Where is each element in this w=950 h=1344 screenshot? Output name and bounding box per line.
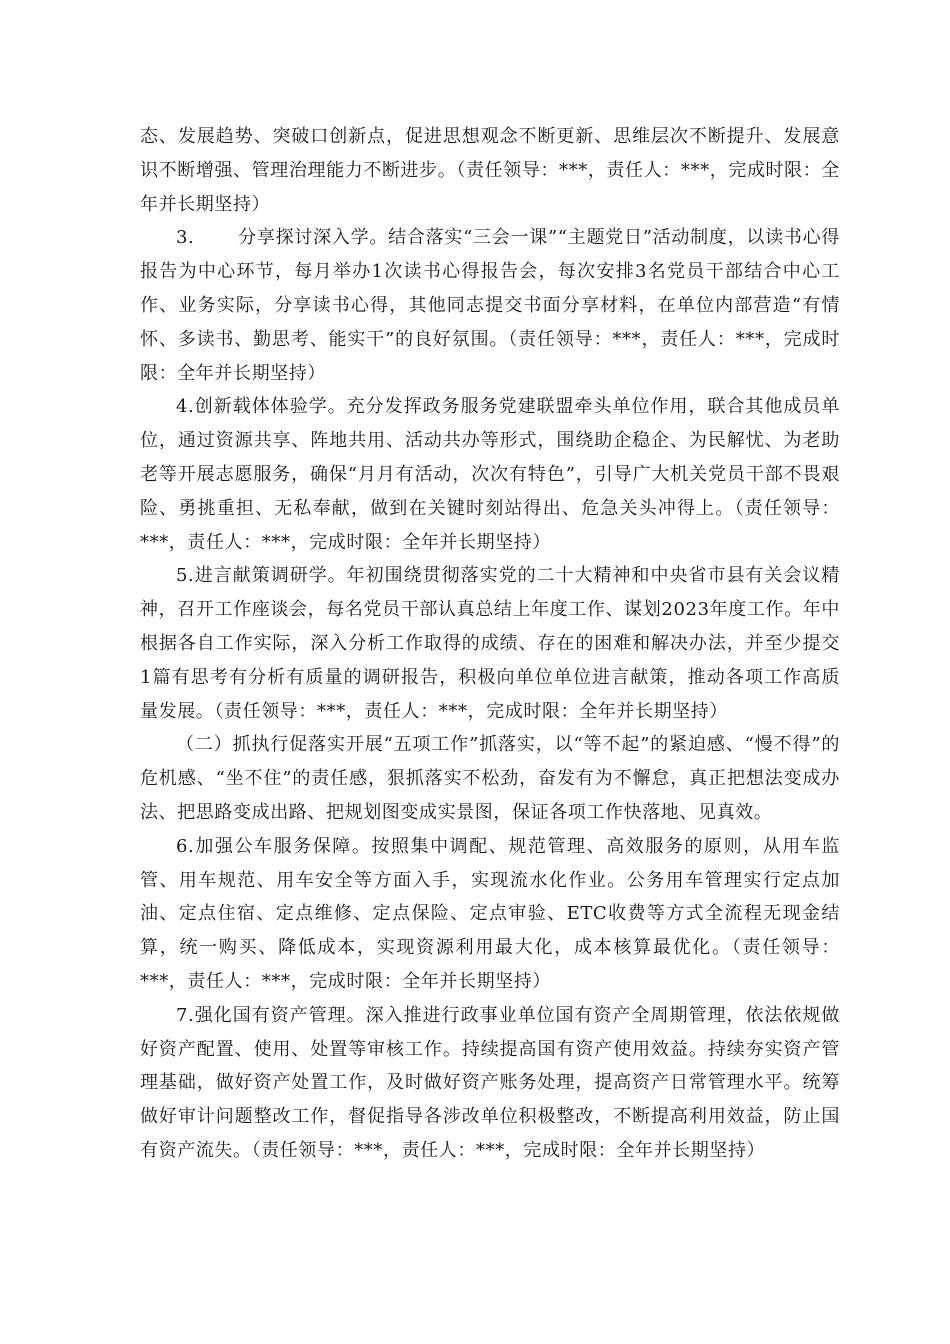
paragraph-item-6: 6.加强公车服务保障。按照集中调配、规范管理、高效服务的原则，从用车监管、用车规范、用车安全等方面入手，实现流水化作业。公务用车管理实行定点加油、定点住宿、定点维修、定点保险、定点审验、ETC收费等方式全流程无现金结算，统一购买、降低成本，实现资源利用最大化，成本核算最优化。（责任领导：***，责任人：***，完成时限：全年并长期坚持） bbox=[140, 835, 840, 992]
item-text: 分享探讨深入学。结合落实“三会一课”“主题党日”活动制度，以读书心得报告为中心环节，每月举办1次读书心得报告会，每次安排3名党员干部结合中心工作、业务实际，分享读书心得，其他同志提交书面分享材料，在单位内部营造“有情怀、多读书、勤思考、能实干”的良好氛围。（责任领导：***，责任人：***，完成时限：全年并长期坚持） bbox=[140, 227, 840, 384]
document-body bbox=[140, 120, 840, 1168]
paragraph-item-4: 4.创新载体体验学。充分发挥政务服务党建联盟牵头单位作用，联合其他成员单位，通过资源共享、阵地共用、活动共办等形式，围绕助企稳企、为民解忧、为老助老等开展志愿服务，确保“月月有活动，次次有特色”，引导广大机关党员干部不畏艰险、勇挑重担、无私奉献，做到在关键时刻站得出、危急关头冲得上。（责任领导：***，责任人：***，完成时限：全年并长期坚持） bbox=[140, 396, 840, 553]
paragraph-item-7: 7.强化国有资产管理。深入推进行政事业单位国有资产全周期管理，依法依规做好资产配置、使用、处置等审核工作。持续提高国有资产使用效益。持续夯实资产管理基础，做好资产处置工作，及时做好资产账务处理，提高资产日常管理水平。统筹做好审计问题整改工作，督促指导各涉改单位积极整改，不断提高利用效益，防止国有资产流失。（责任领导：***，责任人：***，完成时限：全年并长期坚持） bbox=[140, 1004, 840, 1161]
section-heading-2: （二）抓执行促落实开展“五项工作”抓落实，以“等不起”的紧迫感、“慢不得”的危机感、“坐不住”的责任感，狠抓落实不松劲，奋发有为不懈怠，真正把想法变成办法、把思路变成出路、把规划图变成实景图，保证各项工作快落地、见真效。 bbox=[140, 734, 840, 823]
paragraph-item-5: 5.进言献策调研学。年初围绕贯彻落实党的二十大精神和中央省市县有关会议精神，召开工作座谈会，每名党员干部认真总结上年度工作、谋划2023年度工作。年中根据各自工作实际，深入分析工作取得的成绩、存在的困难和解决办法，并至少提交1篇有思考有分析有质量的调研报告，积极向单位单位进言献策，推动各项工作高质量发展。（责任领导：***，责任人：***，完成时限：全年并长期坚持） bbox=[140, 565, 840, 722]
paragraph-continued: 态、发展趋势、突破口创新点，促进思想观念不断更新、思维层次不断提升、发展意识不断增强、管理治理能力不断进步。（责任领导：***，责任人：***，完成时限：全年并长期坚持） bbox=[140, 126, 840, 215]
paragraph-item-3 bbox=[140, 221, 840, 390]
item-number: 3. bbox=[176, 227, 195, 249]
